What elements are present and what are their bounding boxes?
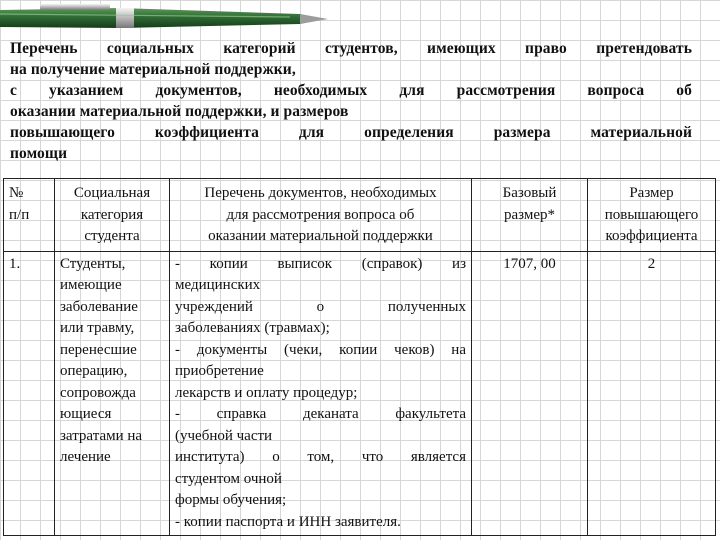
header-base-size: Базовый размер* — [472, 179, 588, 252]
pen-image — [0, 0, 330, 38]
header-category: Социальная категория студента — [55, 179, 170, 252]
row-coefficient: 2 — [588, 251, 716, 536]
table-header-row — [4, 179, 716, 252]
header-coefficient: Размер повышающего коэффициента — [588, 179, 716, 252]
header-num: № п/п — [4, 179, 55, 252]
heading-line: Перечень социальных категорий студентов, имеющих право претендовать — [10, 40, 692, 57]
support-table — [3, 178, 716, 536]
row-documents: - копии выписок (справок) из медицинских учреждений о полученных заболеваниях (травмах); - документы (чеки, копии чеков) на приобретение лекарств и оплату процедур; - справка деканата факультета (учебной части института) о том, что является студентом очной формы обучения; - копии паспорта и ИНН заявителя. — [170, 251, 472, 536]
document-heading — [10, 38, 692, 164]
heading-line: помощи — [10, 145, 68, 162]
heading-line: на получение материальной поддержки, — [10, 61, 296, 78]
heading-line: повышающего коэффициента для определения размера материальной — [10, 124, 692, 141]
header-documents: Перечень документов, необходимых для рассмотрения вопроса об оказании материальной поддержки — [170, 179, 472, 252]
heading-line: оказании материальной поддержки, и размеров — [10, 103, 349, 120]
row-base-size: 1707, 00 — [472, 251, 588, 536]
table-row — [4, 251, 716, 536]
row-category: Студенты, имеющие заболевание или травму, перенесшие операцию, сопровожда ющиеся затратами на лечение — [55, 251, 170, 536]
heading-line: с указанием документов, необходимых для рассмотрения вопроса об — [10, 82, 692, 99]
row-num: 1. — [4, 251, 55, 536]
